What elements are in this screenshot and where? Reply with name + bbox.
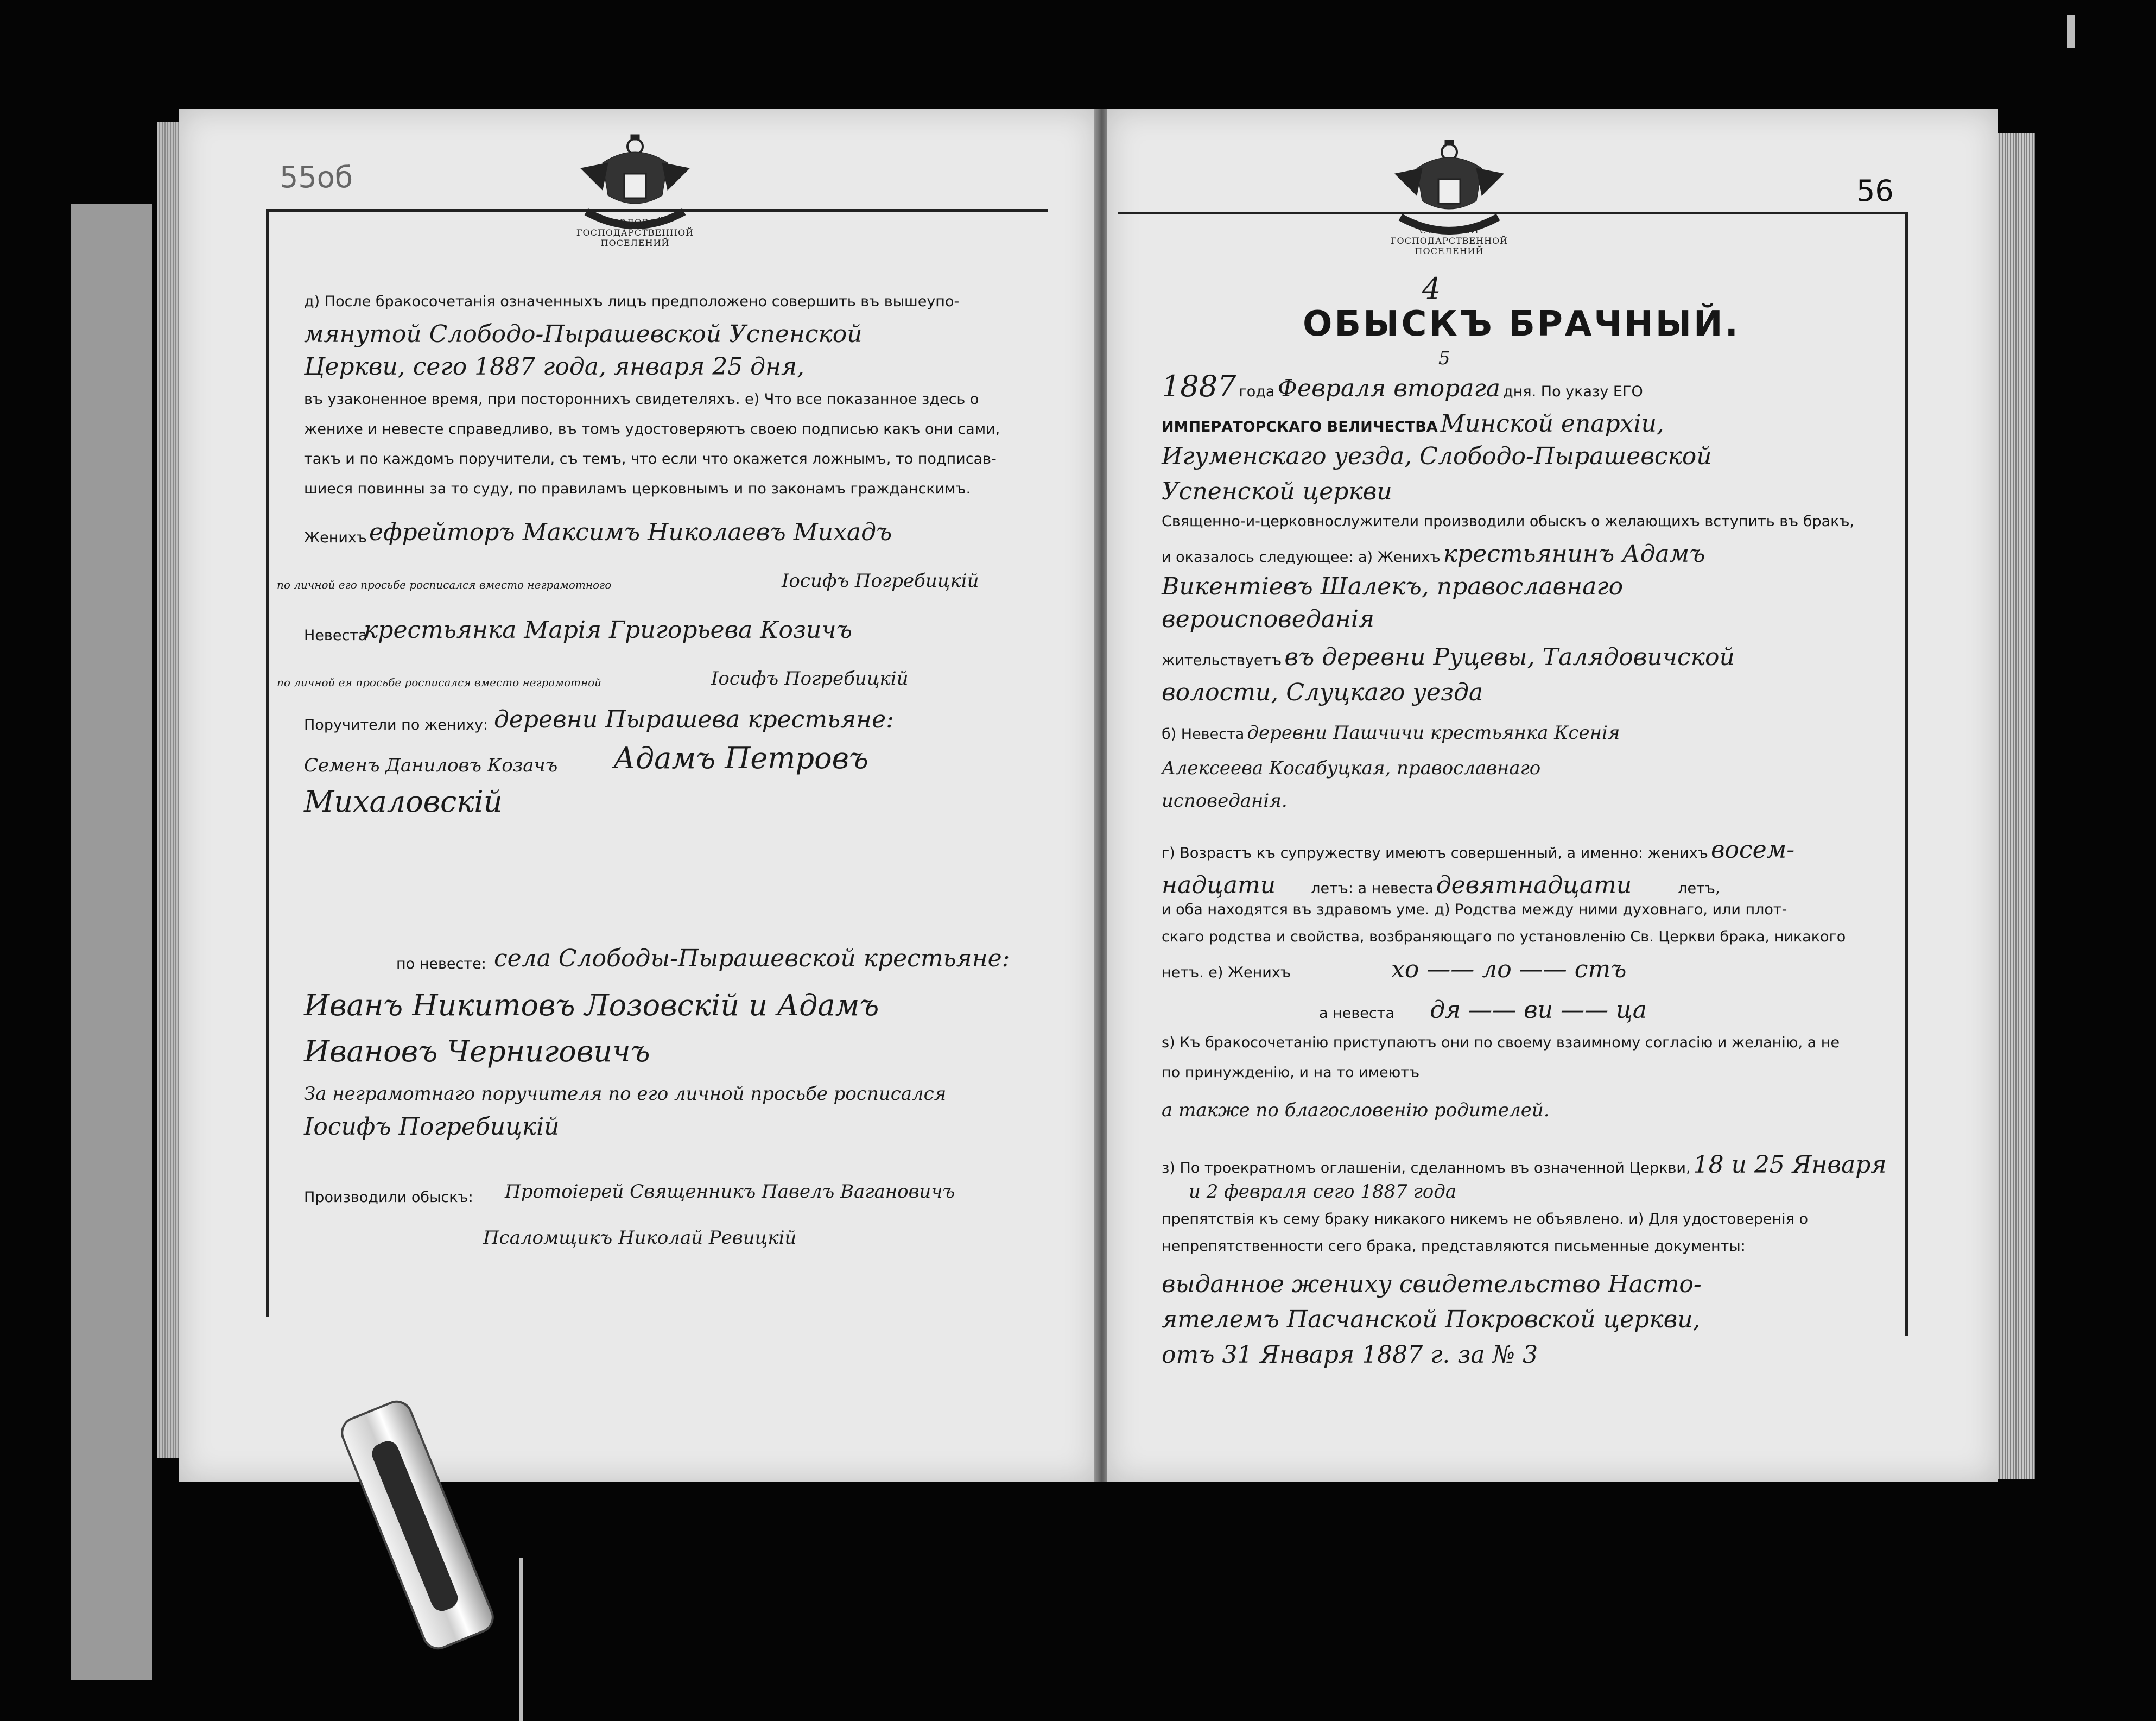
- record-number: 4: [1422, 271, 1441, 306]
- text-fragment: летъ,: [1678, 880, 1720, 897]
- corner-marker: [2067, 15, 2075, 48]
- performed-signature: Протоіерей Священникъ Павелъ Вагановичъ: [505, 1181, 955, 1203]
- record-year: 1887: [1162, 369, 1236, 403]
- groom-proxy-signature: Іосифъ Погребицкій: [782, 570, 979, 592]
- handwritten-line: исповеданія.: [1162, 790, 1288, 812]
- text-fragment: б) Невеста: [1162, 726, 1245, 743]
- text-fragment: года: [1239, 383, 1275, 400]
- right-page-edges: [1992, 133, 2035, 1479]
- text-line: такъ и по каждомъ поручители, съ темъ, что если что окажется ложнымъ, то подписав-: [304, 451, 997, 467]
- background-grey-board: [71, 204, 152, 1680]
- right-page: [1107, 109, 1998, 1482]
- handwritten-line: а также по благословенію родителей.: [1162, 1099, 1550, 1121]
- handwritten-line: ятелемъ Пасчанской Покровской церкви,: [1162, 1306, 1701, 1333]
- text-line: мянутой Слободо-Пырашевской Успенской: [304, 320, 863, 348]
- handwritten-line: вероисповеданія: [1162, 605, 1375, 633]
- text-fragment: з) По троекратномъ оглашеніи, сделанномъ въ означенной Церкви,: [1162, 1160, 1691, 1176]
- text-line: по принужденію, и на то имеютъ: [1162, 1064, 1420, 1081]
- bride-proxy-note: по личной ея просьбе росписался вместо неграмотной: [277, 676, 602, 689]
- sureties-groom-line: Адамъ Петровъ: [613, 741, 868, 775]
- handwritten-fragment: девятнадцати: [1436, 871, 1632, 899]
- handwritten-fragment: Февраля вторага: [1277, 375, 1500, 402]
- sureties-bride-line: Иванъ Никитовъ Лозовскій и Адамъ: [304, 988, 879, 1022]
- handwritten-line: Алексеева Косабуцкая, православнаго: [1162, 757, 1541, 779]
- handwritten-fragment: хо —— ло —— стъ: [1391, 956, 1627, 983]
- handwritten-line: Викентіевъ Шалекъ, православнаго: [1162, 573, 1624, 600]
- left-page-number: 55об: [280, 160, 353, 194]
- groom-label: Женихъ: [304, 529, 367, 546]
- text-line: непрепятственности сего брака, представляются письменные документы:: [1162, 1238, 1746, 1255]
- text-fragment: г) Возрастъ къ супружеству имеютъ совершенный, а именно: женихъ: [1162, 845, 1708, 862]
- sureties-bride-line: села Слободы-Пырашевской крестьяне:: [494, 945, 1010, 972]
- handwritten-fragment: деревни Пашчичи крестьянка Ксенія: [1247, 722, 1620, 744]
- handwritten-line: отъ 31 Января 1887 г. за № 3: [1162, 1341, 1538, 1369]
- handwritten-line: выданное жениху свидетельство Насто-: [1162, 1270, 1702, 1298]
- text-line: Церкви, сего 1887 года, января 25 дня,: [304, 353, 805, 381]
- sureties-bride-line: Ивановъ Черниговичъ: [304, 1034, 650, 1068]
- text-fragment: ИМПЕРАТОРСКАГО ВЕЛИЧЕСТВА: [1162, 419, 1438, 435]
- text-line: Священно-и-церковнослужители производили обыскъ о желающихъ вступить въ бракъ,: [1162, 513, 1855, 530]
- text-line: шиеся повинны за то суду, по правиламъ церковнымъ и по законамъ гражданскимъ.: [304, 480, 971, 497]
- sureties-groom-line: Михаловскій: [304, 784, 503, 819]
- text-fragment: жительствуетъ: [1162, 652, 1282, 669]
- performed-signature: Псаломщикъ Николай Ревицкій: [483, 1227, 797, 1249]
- text-line: д) После бракосочетанія означенныхъ лицъ предположено совершить въ вышеупо-: [304, 293, 960, 310]
- handwritten-fragment: Минской епархіи,: [1440, 410, 1664, 438]
- sureties-bride-label: по невесте:: [396, 956, 486, 972]
- performed-label: Производили обыскъ:: [304, 1189, 473, 1206]
- bookmark-thread: [519, 1558, 523, 1721]
- text-line: скаго родства и свойства, возбраняющаго по установленію Св. Церкви брака, никакого: [1162, 928, 1846, 945]
- text-fragment: нетъ. е) Женихъ: [1162, 964, 1291, 981]
- sureties-groom-line: Семенъ Даниловъ Козачъ: [304, 755, 558, 776]
- right-page-border-top: [1118, 212, 1905, 214]
- day-number: 5: [1438, 347, 1450, 369]
- text-fragment: а невеста: [1319, 1005, 1395, 1022]
- text-fragment: и оказалось следующее: а) Женихъ: [1162, 549, 1441, 566]
- left-page-border-top: [266, 209, 1048, 212]
- text-line: ѕ) Къ бракосочетанію приступаютъ они по своему взаимному согласію и желанію, а не: [1162, 1034, 1840, 1051]
- illiterate-proxy-note: За неграмотнаго поручителя по его личной просьбе росписался: [304, 1083, 947, 1105]
- handwritten-line: и 2 февраля сего 1887 года: [1189, 1181, 1457, 1203]
- handwritten-line: волости, Слуцкаго уезда: [1162, 679, 1483, 706]
- text-line: женихе и невесте справедливо, въ томъ удостоверяютъ своею подписью какъ они сами,: [304, 421, 1000, 438]
- left-page-border: [266, 209, 1050, 1317]
- handwritten-fragment: въ деревни Руцевы, Талядовичской: [1284, 643, 1735, 671]
- crest-ribbon-text: СТОЛОВОЙ ГОСПОДАРСТВЕННОЙ ПОСЕЛЕНИЙ: [1390, 225, 1508, 256]
- illiterate-proxy-signature: Іосифъ Погребицкій: [304, 1113, 560, 1141]
- groom-signature: ефрейторъ Максимъ Николаевъ Михадъ: [369, 518, 892, 546]
- handwritten-fragment: крестьянинъ Адамъ: [1443, 540, 1705, 568]
- crest-ribbon-text: СТОЛОВОЙ ГОСПОДАРСТВЕННОЙ ПОСЕЛЕНИЙ: [576, 217, 694, 248]
- text-fragment: дня. По указу ЕГО: [1503, 383, 1643, 400]
- handwritten-line: Успенской церкви: [1162, 478, 1392, 505]
- bride-label: Невеста: [304, 627, 367, 644]
- bride-proxy-signature: Іосифъ Погребицкій: [711, 668, 909, 689]
- handwritten-fragment: 18 и 25 Января: [1693, 1151, 1887, 1179]
- handwritten-fragment: дя —— ви —— ца: [1430, 996, 1647, 1024]
- handwritten-fragment: надцати: [1162, 871, 1276, 899]
- groom-proxy-note: по личной его просьбе росписался вместо неграмотного: [277, 578, 612, 591]
- sureties-groom-line: деревни Пырашева крестьяне:: [494, 706, 894, 733]
- text-line: и оба находятся въ здравомъ уме. д) Родства между ними духовнаго, или плот-: [1162, 901, 1787, 918]
- bride-signature: крестьянка Марія Григорьева Козичъ: [364, 616, 852, 644]
- handwritten-line: Игуменскаго уезда, Слободо-Пырашевской: [1162, 442, 1712, 470]
- text-line: въ узаконенное время, при постороннихъ свидетеляхъ. е) Что все показанное здесь о: [304, 391, 979, 408]
- right-page-number: 56: [1856, 174, 1894, 208]
- document-title: ОБЫСКЪ БРАЧНЫЙ.: [1303, 304, 1740, 344]
- handwritten-fragment: восем-: [1710, 836, 1795, 864]
- sureties-groom-label: Поручители по жениху:: [304, 717, 489, 733]
- text-fragment: летъ: а невеста: [1311, 880, 1434, 897]
- text-line: препятствія къ сему браку никакого никемъ не объявлено. и) Для удостоверенія о: [1162, 1211, 1809, 1228]
- right-page-border-right: [1905, 212, 1908, 1336]
